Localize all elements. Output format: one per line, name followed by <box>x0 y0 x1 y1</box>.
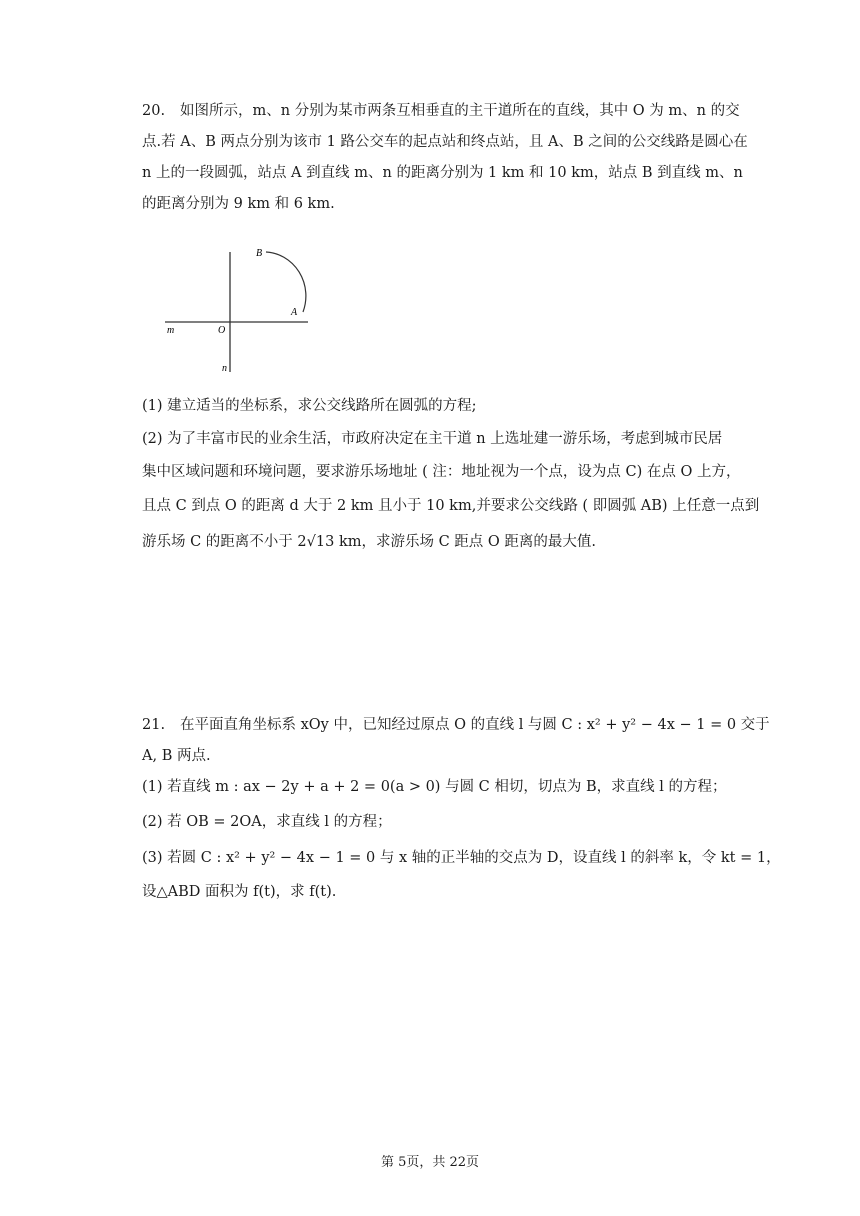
q20-part1: (1) 建立适当的坐标系，求公交线路所在圆弧的方程; <box>142 398 477 414</box>
q20-intro <box>142 96 752 220</box>
q20-figure <box>160 238 320 378</box>
arc-ab <box>266 252 306 312</box>
q21-part3-line1: (3) 若圆 C : x² + y² − 4x − 1 = 0 与 x 轴的正半轴的交点为 D，设直线 l 的斜率 k，令 kt = 1， <box>142 850 781 866</box>
q21-intro-line1 <box>142 713 770 734</box>
q21-part3-line2: 设△ABD 面积为 f(t)，求 f(t). <box>142 884 337 900</box>
q21-part1: (1) 若直线 m : ax − 2y + a + 2 = 0(a > 0) 与圆 C 相切，切点为 B，求直线 l 的方程； <box>142 779 727 795</box>
q20-intro-text: 如图所示，m、n 分别为某市两条互相垂直的主干道所在的直线，其中 O 为 m、n 的交点.若 A、B 两点分别为该市 1 路公交车的起点站和终点站，且 A、B 之间的公交线路是圆心在 n 上的一段圆弧，站点 A 到直线 m、n 的距离分别为 1 km 和 10 km，站点 B 到直线 m、n 的距离分别为 9 km 和 6 km. <box>142 103 748 212</box>
label-a: A <box>291 307 298 318</box>
label-m: m <box>167 325 175 336</box>
q21-intro-text: 在平面直角坐标系 xOy 中，已知经过原点 O 的直线 l 与圆 C : x² + y² − 4x − 1 = 0 交于 <box>180 717 770 733</box>
q20-part2-line2: 集中区域问题和环境问题，要求游乐场地址 ( 注：地址视为一个点，设为点 C) 在点 O 上方， <box>142 464 741 480</box>
q20-part2-line3: 且点 C 到点 O 的距离 d 大于 2 km 且小于 10 km,并要求公交线路 ( 即圆弧 AB) 上任意一点到 <box>142 498 760 514</box>
label-n: n <box>222 363 227 374</box>
q20-part2-line4: 游乐场 C 的距离不小于 2√13 km，求游乐场 C 距点 O 距离的最大值. <box>142 534 597 550</box>
q21-intro-line2: A, B 两点. <box>142 748 211 764</box>
page-footer: 第 5页，共 22页 <box>380 1155 480 1170</box>
q20-number: 20. <box>142 103 166 119</box>
q21-number: 21. <box>142 717 166 733</box>
q20-part2-line1: (2) 为了丰富市民的业余生活，市政府决定在主干道 n 上选址建一游乐场，考虑到城市民居 <box>142 431 723 447</box>
q21-part2: (2) 若 OB = 2OA，求直线 l 的方程； <box>142 814 392 830</box>
label-b: B <box>256 248 263 259</box>
label-o: O <box>218 325 226 336</box>
